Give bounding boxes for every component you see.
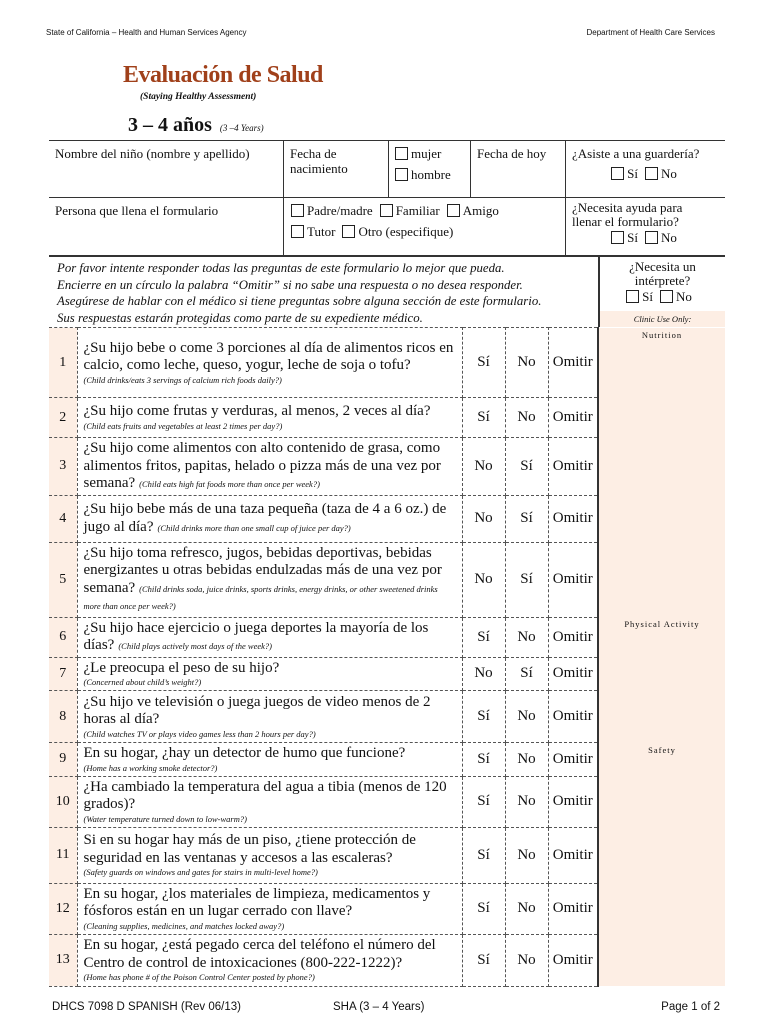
answer-option-b[interactable]: Sí: [505, 495, 548, 542]
question-row: [49, 328, 725, 398]
question-number: 10: [49, 776, 77, 827]
clinic-use-label: Clinic Use Only:: [598, 311, 725, 327]
checkbox-icon[interactable]: [626, 290, 639, 303]
filler-option-other[interactable]: [342, 224, 453, 239]
option-label: Familiar: [395, 203, 440, 218]
daycare-yes-option[interactable]: [611, 166, 638, 181]
question-text: [77, 438, 462, 496]
answer-skip[interactable]: Omitir: [548, 743, 598, 777]
checkbox-icon[interactable]: [395, 147, 408, 160]
answer-skip[interactable]: Omitir: [548, 776, 598, 827]
answer-option-a[interactable]: Sí: [462, 691, 505, 743]
question-spanish: ¿Ha cambiado la temperatura del agua a tibia (menos de 120 grados)?: [83, 778, 447, 812]
age-label: 3 – 4 años: [128, 114, 212, 136]
age-label-en: (3 –4 Years): [219, 123, 264, 133]
checkbox-icon[interactable]: [611, 231, 624, 244]
answer-option-b[interactable]: No: [505, 883, 548, 934]
answer-option-b[interactable]: No: [505, 934, 548, 986]
option-label: Padre/madre: [307, 203, 373, 218]
option-label: Otro (especifique): [358, 224, 454, 239]
instruction-line: Asegúrese de hablar con el médico si tiene preguntas sobre alguna sección de este formulario.: [57, 294, 542, 308]
answer-skip[interactable]: Omitir: [548, 328, 598, 398]
yes-label: Sí: [627, 230, 638, 245]
help-label: ¿Necesita ayuda para llenar el formulario?: [572, 200, 683, 229]
page-number: Page 1 of 2: [661, 1001, 720, 1013]
sex-male-option[interactable]: [395, 167, 457, 182]
dob-label: Fecha de nacimiento: [290, 146, 348, 176]
question-spanish: ¿Su hijo ve televisión o juega juegos de video menos de 2 horas al día?: [83, 693, 431, 727]
page-subtitle: (Staying Healthy Assessment): [140, 92, 257, 102]
answer-skip[interactable]: Omitir: [548, 657, 598, 691]
question-english: (Safety guards on windows and gates for stairs in multi-level home?): [83, 867, 318, 877]
question-row: [49, 617, 725, 657]
yes-label: Sí: [627, 166, 638, 181]
help-yes-option[interactable]: [611, 230, 638, 245]
dob-field[interactable]: [283, 140, 389, 198]
today-date-field[interactable]: [470, 140, 566, 198]
answer-option-b[interactable]: Sí: [505, 438, 548, 496]
questions-table: [49, 327, 725, 987]
child-name-field[interactable]: [49, 140, 284, 198]
question-text: [77, 827, 462, 883]
checkbox-icon[interactable]: [291, 204, 304, 217]
answer-option-b[interactable]: No: [505, 398, 548, 438]
checkbox-icon[interactable]: [660, 290, 673, 303]
answer-option-b[interactable]: No: [505, 743, 548, 777]
instruction-line: Sus respuestas estarán protegidas como parte de su expediente médico.: [57, 310, 423, 325]
answer-option-a[interactable]: Sí: [462, 743, 505, 777]
interpreter-no-option[interactable]: [660, 289, 692, 304]
option-label: Amigo: [462, 203, 499, 218]
question-text: [77, 398, 462, 438]
question-text: [77, 328, 462, 398]
question-number: 13: [49, 934, 77, 986]
instruction-line: Encierre en un círculo la palabra “Omitir” si no sabe una respuesta o no desea responder.: [57, 277, 523, 292]
answer-option-a[interactable]: Sí: [462, 776, 505, 827]
answer-option-a[interactable]: No: [462, 542, 505, 617]
question-spanish: ¿Su hijo hace ejercicio o juega deportes la mayoría de los días?: [83, 619, 429, 653]
instructions: [49, 255, 598, 327]
filler-option-friend[interactable]: [447, 203, 499, 218]
question-english: (Child drinks/eats 3 servings of calcium rich foods daily?): [83, 374, 282, 385]
interpreter-question: [598, 255, 725, 311]
age-heading: [128, 114, 264, 137]
question-row: [49, 743, 725, 777]
question-number: 6: [49, 617, 77, 657]
question-english: (Child eats fruits and vegetables at least 2 times per day?): [83, 420, 283, 431]
answer-option-b[interactable]: No: [505, 691, 548, 743]
answer-skip[interactable]: Omitir: [548, 827, 598, 883]
question-number: 4: [49, 495, 77, 542]
no-label: No: [675, 289, 692, 304]
answer-option-a[interactable]: Sí: [462, 827, 505, 883]
answer-skip[interactable]: Omitir: [548, 934, 598, 986]
answer-skip[interactable]: Omitir: [548, 398, 598, 438]
answer-skip[interactable]: Omitir: [548, 542, 598, 617]
question-english: (Child watches TV or plays video games less than 2 hours per day?): [83, 728, 316, 739]
form-id: DHCS 7098 D SPANISH (Rev 06/13): [52, 1001, 241, 1013]
answer-option-b[interactable]: No: [505, 776, 548, 827]
question-english: (Child eats high fat foods more than once per week?): [139, 479, 320, 489]
filler-label: Persona que llena el formulario: [55, 203, 219, 218]
answer-option-b[interactable]: No: [505, 617, 548, 657]
question-english: (Concerned about child’s weight?): [83, 677, 202, 687]
question-spanish: ¿Su hijo bebe o come 3 porciones al día de alimentos ricos en calcio, como leche, queso, yogur, leche de soja o tofu?: [83, 339, 454, 373]
filler-option-relative[interactable]: [380, 203, 440, 218]
checkbox-icon[interactable]: [291, 225, 304, 238]
question-spanish: En su hogar, ¿los materiales de limpieza, medicamentos y fósforos están en un lugar cerrado con llave?: [83, 885, 431, 919]
question-spanish: Si en su hogar hay más de un piso, ¿tiene protección de seguridad en las ventanas y accesos a las escaleras?: [83, 832, 416, 866]
question-text: [77, 743, 462, 777]
question-english: (Water temperature turned down to low-warm?): [83, 813, 247, 824]
clinic-section-safety: Safety: [598, 743, 725, 987]
question-spanish: ¿Su hijo come frutas y verduras, al menos, 2 veces al día?: [83, 403, 431, 420]
answer-skip[interactable]: Omitir: [548, 495, 598, 542]
question-number: 11: [49, 827, 77, 883]
checkbox-icon[interactable]: [342, 225, 355, 238]
option-label: Tutor: [307, 224, 336, 239]
answer-option-b[interactable]: No: [505, 328, 548, 398]
question-number: 9: [49, 743, 77, 777]
clinic-section-nutrition: Nutrition: [598, 328, 725, 618]
answer-skip[interactable]: Omitir: [548, 691, 598, 743]
question-english: (Cleaning supplies, medicines, and matches locked away?): [83, 920, 285, 931]
filler-options: [283, 197, 566, 256]
filler-option-parent[interactable]: [291, 203, 373, 218]
question-number: 5: [49, 542, 77, 617]
daycare-label: ¿Asiste a una guardería?: [572, 146, 700, 161]
question-spanish: ¿Su hijo come alimentos con alto contenido de grasa, como alimentos fritos, papitas, helado o pizza más de una vez por semana?: [83, 440, 441, 491]
agency-text: State of California – Health and Human Services Agency: [46, 28, 247, 37]
question-text: [77, 691, 462, 743]
answer-option-a[interactable]: No: [462, 657, 505, 691]
question-english: (Child drinks more than one small cup of juice per day?): [157, 522, 351, 533]
filler-field[interactable]: [49, 197, 284, 256]
question-english: (Home has phone # of the Poison Control Center posted by phone?): [83, 972, 315, 982]
answer-option-a[interactable]: Sí: [462, 328, 505, 398]
checkbox-icon[interactable]: [645, 231, 658, 244]
question-english: (Home has a working smoke detector?): [83, 762, 218, 773]
answer-option-a[interactable]: No: [462, 495, 505, 542]
daycare-question: [565, 140, 725, 198]
question-text: [77, 934, 462, 986]
question-number: 2: [49, 398, 77, 438]
question-spanish: En su hogar, ¿está pegado cerca del teléfono el número del Centro de control de intoxicaciones (800-222-1222)?: [83, 937, 436, 971]
answer-option-a[interactable]: Sí: [462, 617, 505, 657]
question-english: (Child drinks soda, juice drinks, sports drinks, energy drinks, or other sweetened drinks more than once per week?): [83, 583, 438, 611]
question-text: [77, 542, 462, 617]
no-label: No: [660, 230, 677, 245]
answer-option-b[interactable]: Sí: [505, 657, 548, 691]
answer-option-b[interactable]: Sí: [505, 542, 548, 617]
sex-field: [388, 140, 471, 198]
filler-option-guardian[interactable]: [291, 224, 335, 239]
help-no-option[interactable]: [645, 230, 677, 245]
no-label: No: [660, 166, 677, 181]
today-date-label: Fecha de hoy: [477, 146, 547, 161]
answer-option-a[interactable]: Sí: [462, 883, 505, 934]
child-name-label: Nombre del niño (nombre y apellido): [55, 146, 250, 161]
question-text: [77, 776, 462, 827]
question-text: [77, 617, 462, 657]
yes-label: Sí: [642, 289, 653, 304]
answer-skip[interactable]: Omitir: [548, 438, 598, 496]
question-spanish: ¿Su hijo bebe más de una taza pequeña (taza de 4 a 6 oz.) de jugo al día?: [83, 501, 447, 535]
sex-female-option[interactable]: [395, 146, 457, 161]
clinic-section-physical-activity: Physical Activity: [598, 617, 725, 743]
question-text: [77, 883, 462, 934]
question-number: 12: [49, 883, 77, 934]
form-name: SHA (3 – 4 Years): [333, 1001, 425, 1013]
answer-option-a[interactable]: Sí: [462, 934, 505, 986]
daycare-no-option[interactable]: [645, 166, 677, 181]
help-question: [565, 197, 725, 256]
answer-option-a[interactable]: No: [462, 438, 505, 496]
checkbox-icon[interactable]: [447, 204, 460, 217]
question-spanish: ¿Su hijo toma refresco, jugos, bebidas deportivas, bebidas energizantes u otras bebidas endulzadas más de una vez por semana?: [83, 544, 442, 596]
checkbox-icon[interactable]: [380, 204, 393, 217]
instruction-line: Por favor intente responder todas las preguntas de este formulario lo mejor que pueda.: [57, 261, 505, 275]
sex-female-label: mujer: [411, 146, 442, 161]
answer-skip[interactable]: Omitir: [548, 883, 598, 934]
answer-option-a[interactable]: Sí: [462, 398, 505, 438]
checkbox-icon[interactable]: [645, 167, 658, 180]
question-number: 1: [49, 328, 77, 398]
question-text: [77, 495, 462, 542]
question-text: [77, 657, 462, 691]
checkbox-icon[interactable]: [611, 167, 624, 180]
answer-option-b[interactable]: No: [505, 827, 548, 883]
question-number: 8: [49, 691, 77, 743]
department-text: Department of Health Care Services: [586, 28, 715, 37]
page-title: Evaluación de Salud: [123, 62, 323, 88]
question-english: (Child plays actively most days of the week?): [118, 641, 272, 651]
interpreter-label: ¿Necesita un intérprete?: [629, 259, 696, 288]
question-number: 7: [49, 657, 77, 691]
sex-male-label: hombre: [411, 167, 451, 182]
checkbox-icon[interactable]: [395, 168, 408, 181]
interpreter-yes-option[interactable]: [626, 289, 653, 304]
question-spanish: En su hogar, ¿hay un detector de humo que funcione?: [83, 745, 406, 761]
question-spanish: ¿Le preocupa el peso de su hijo?: [83, 659, 280, 676]
page-footer: [0, 1001, 770, 1017]
question-number: 3: [49, 438, 77, 496]
answer-skip[interactable]: Omitir: [548, 617, 598, 657]
